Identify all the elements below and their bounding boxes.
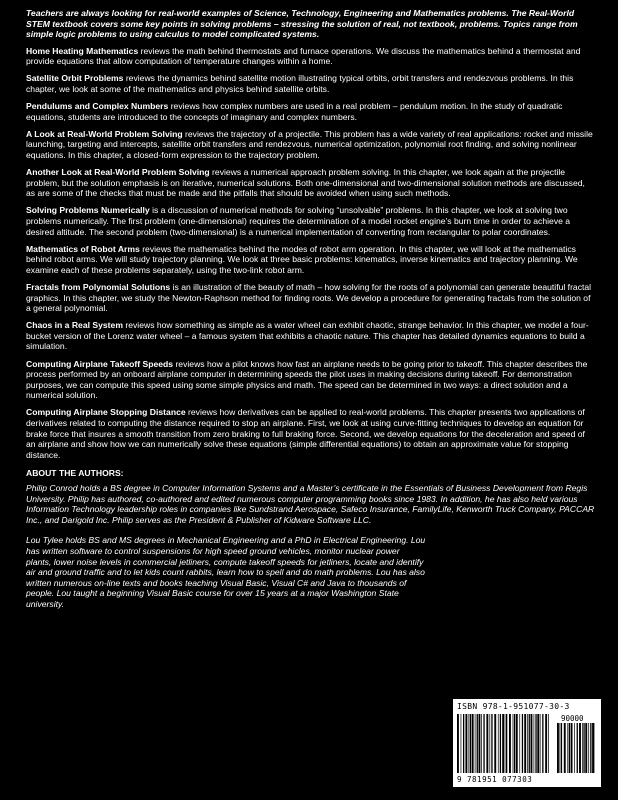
chapter-title: Mathematics of Robot Arms — [26, 243, 140, 254]
chapter-description: reviews how complex numbers are used in a real problem – pendulum motion. In the study of quadratic equations, students are introduced to the concepts of imaginary and complex numbers. — [26, 101, 563, 122]
chapter-title: Satellite Orbit Problems — [26, 73, 124, 84]
ean-barcode-bars — [457, 714, 549, 773]
chapter-title: A Look at Real-World Problem Solving — [26, 128, 183, 139]
chapter-description: reviews the math behind thermostats and furnace operations. We discuss the mathematics behind a thermostat and provide equations that allow computation of temperature changes within a home. — [26, 45, 581, 67]
chapter-title: Chaos in a Real System — [26, 320, 123, 331]
chapter-description: reviews the trajectory of a projectile. This problem has a wide variety of real applications: rocket and missile launching, targeting and intercepts, satellite orbit transfers and rendezvous, numerical optimization, polynomial root finding, and solving nonlinear equations. In this chapter, a closed-form expression to the trajectory problem. — [26, 128, 593, 161]
chapter-summary — [26, 244, 596, 276]
chapter-summary — [26, 167, 596, 199]
chapter-description: is an illustration of the beauty of math – how solving for the roots of a polynomial can generate beautiful fractal graphics. In this chapter, we study the Newton-Raphson method for finding roots. We develop a procedure for generating fractals from the solution of a general polynomial. — [26, 281, 592, 314]
chapter-summary — [26, 129, 596, 161]
author-bio-tylee: Lou Tylee holds BS and MS degrees in Mechanical Engineering and a PhD in Electrical Engineering. Lou has written software to control suspensions for high speed ground vehicles, monitor nuclear power plants, lower noise levels in commercial jetliners, compute takeoff speeds for jetliners, locate and identify air and ground traffic and to let kids count rabbits, learn how to spell and do math problems. Lou has also written numerous on-line texts and books teaching Visual Basic, Visual C# and Java to thousands of people. Lou taught a beginning Visual Basic course for over 15 years at a major Washington State university. — [26, 535, 426, 609]
ean-digits: 9 781951 077303 — [457, 775, 533, 784]
chapter-summary — [26, 282, 596, 314]
about-authors-heading: ABOUT THE AUTHORS: — [26, 468, 124, 479]
chapter-summary — [26, 73, 596, 94]
chapter-description: reviews how derivatives can be applied to real-world problems. This chapter presents two applications of derivatives related to computing the distance required to stop an airplane. First, we look at using curve-fitting techniques to develop an equation for brake force that insures a smooth transition from zero braking to full braking force. Second, we develop equations for the deceleration and speed of an airplane and show how we can numerically solve these equations (simple differential equations) to obtain an approximate value for stopping distance. — [26, 407, 585, 460]
chapter-title: Another Look at Real-World Problem Solving — [26, 167, 210, 178]
chapter-summary — [26, 320, 596, 352]
chapter-description: is a discussion of numerical methods for solving “unsolvable” problems. In this chapter, we look at solving two problems numerically. The first problem (one-dimensional) requires the determination of a model rocket engine’s burn time in order to achieve a desired altitude. The second problem (two-dimensional) is a numerical implementation of converting from rectangular to polar coordinates. — [26, 205, 571, 237]
chapter-summary — [26, 205, 596, 237]
chapter-description: reviews the dynamics behind satellite motion illustrating typical orbits, orbit transfers and rendezvous problems. In this chapter, we look at some of the mathematics and physics behind satellite orbits. — [26, 73, 574, 95]
chapter-title: Fractals from Polynomial Solutions — [26, 281, 171, 292]
back-cover — [26, 8, 596, 610]
chapter-description: reviews how something as simple as a water wheel can exhibit chaotic, strange behavior. In this chapter, we model a four-bucket version of the Lorenz water wheel – a famous system that exhibits a chaotic nature. This chapter has detailed dynamics equations to build a simulation. — [26, 320, 589, 352]
price-code: 90000 — [561, 714, 584, 723]
chapter-summaries — [26, 46, 596, 461]
chapter-title: Computing Airplane Stopping Distance — [26, 407, 186, 418]
author-bio-conrod: Philip Conrod holds a BS degree in Computer Information Systems and a Master’s certificate in the Essentials of Business Development from Regis University. Philip has authored, co-authored and edited numerous computer programming books since 1983. In addition, he has also held various Information Technology leadership roles in companies like Sundstrand Aerospace, Safeco Insurance, FamilyLife, Kenworth Truck Company, PACCAR Inc., and Darigold Inc. Philip serves as the President & Publisher of Kidware Software LLC. — [26, 482, 595, 525]
chapter-summary — [26, 46, 596, 67]
chapter-description: reviews how a pilot knows how fast an airplane needs to be going prior to takeoff. This chapter describes the process performed by an onboard airplane computer in determining speeds the pilot uses in making decisions during takeoff. For demonstration purposes, we can compute this speed using some simple physics and math. The speed can be determined in two ways: a direct solution and a numerical solution. — [26, 358, 588, 401]
chapter-summary — [26, 359, 596, 401]
chapter-summary — [26, 101, 596, 122]
chapter-description: reviews a numerical approach problem solving. In this chapter, we look again at the projectile problem, but the solution emphasis is on iterative, numerical solutions. Both one-dimensional and two-dimensional solution methods are discussed, as are some of the checks that must be made and the pitfalls that should be avoided when using such methods. — [26, 167, 585, 199]
addon-barcode-bars — [557, 723, 595, 773]
chapter-title: Home Heating Mathematics — [26, 45, 139, 56]
chapter-title: Solving Problems Numerically — [26, 205, 150, 216]
chapter-title: Computing Airplane Takeoff Speeds — [26, 358, 174, 369]
isbn-label: ISBN 978-1-951077-30-3 — [457, 702, 570, 711]
chapter-description: reviews the mathematics behind the modes of robot arm operation. In this chapter, we will look at the mathematics behind robot arms. We will study trajectory planning. We look at three basic problems: kinematics, inverse kinematics and trajectory planning. We examine each of these problems separately, using the two-link robot arm. — [26, 243, 578, 275]
intro-paragraph: Teachers are always looking for real-world examples of Science, Technology, Engineering and Mathematics problems. The Real-World STEM textbook covers some key points in solving problems – stressing the solution of real, not textbook, problems. Topics range from simple logic problems to using calculus to model complicated systems. — [26, 8, 578, 40]
chapter-title: Pendulums and Complex Numbers — [26, 101, 169, 112]
isbn-barcode — [453, 699, 601, 787]
chapter-summary — [26, 407, 596, 460]
